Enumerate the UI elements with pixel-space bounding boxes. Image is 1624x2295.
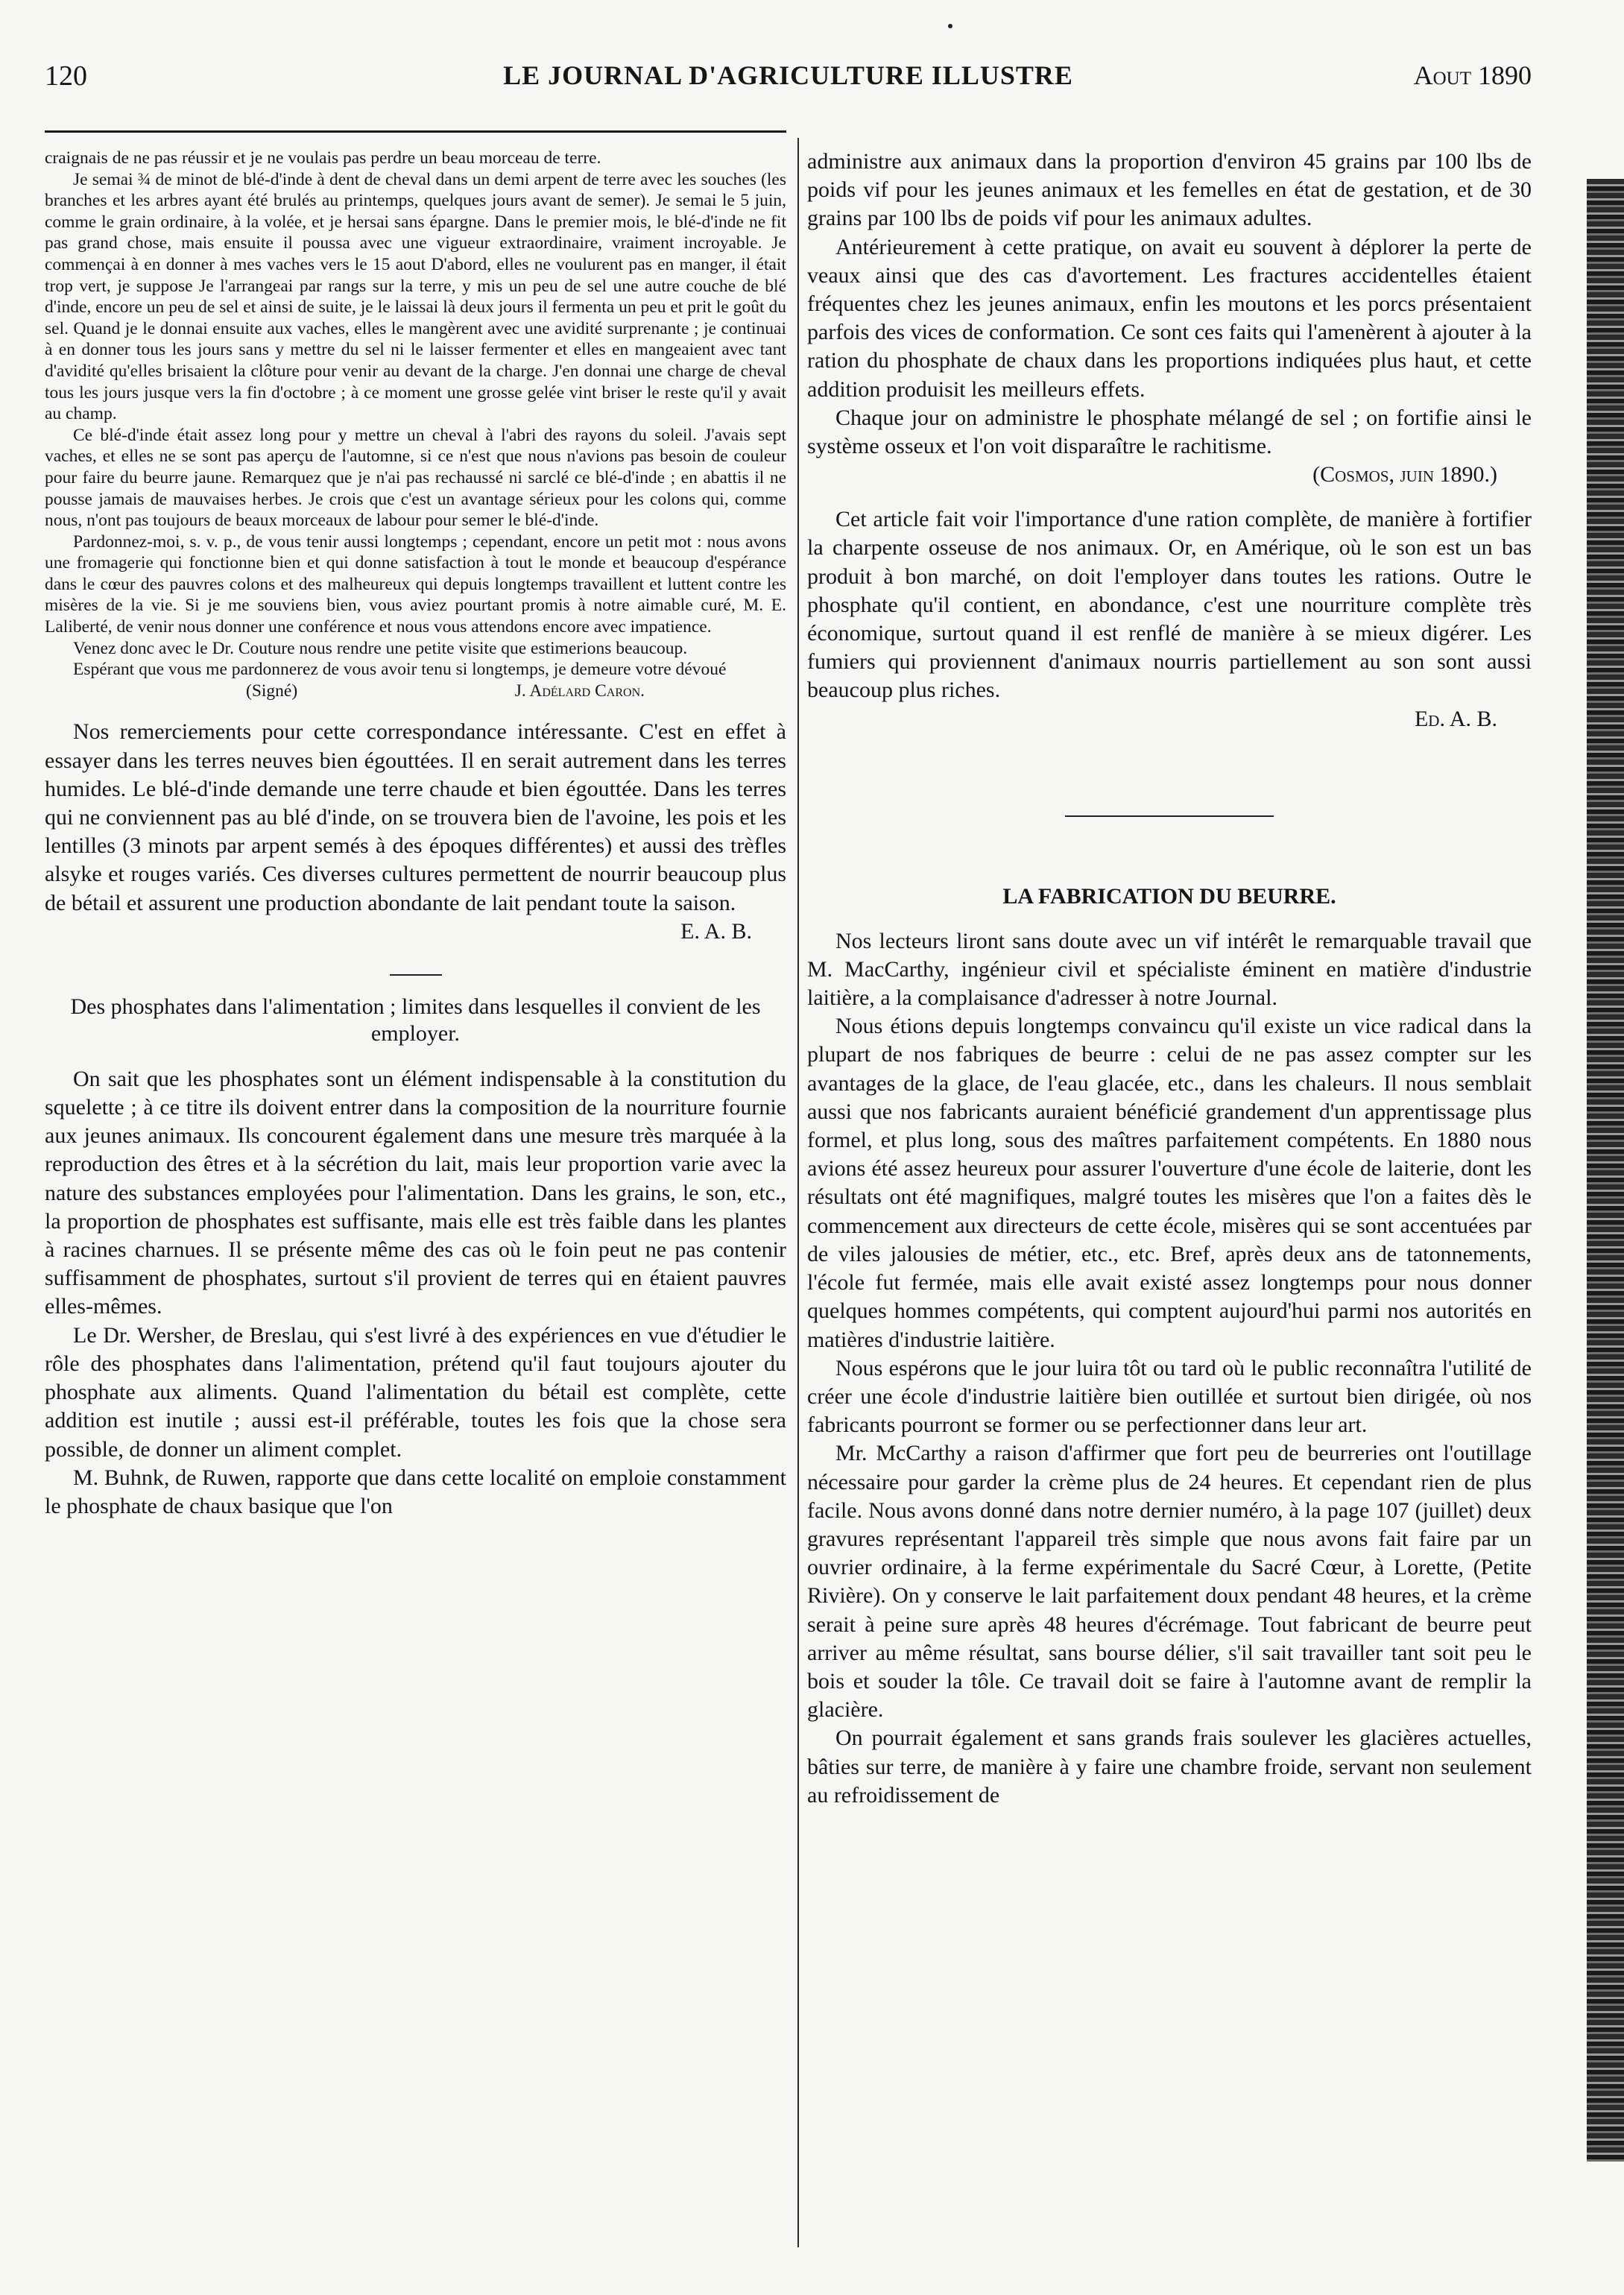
right-column (807, 148, 1532, 2264)
page-header (45, 60, 1532, 104)
letter-paragraph: Ce blé-d'inde était assez long pour y mettre un cheval à l'abri des rayons du soleil. J'avais sept vaches, et elles ne se sont pas aperçu de l'automne, si ce n'est que nous n'avions pas besoin de couleur pour faire du beurre jaune. Remarquez que je n'ai pas rechaussé ni sarclé ce blé-d'inde ; en abattis il ne pousse jamais de mauvaises herbes. Je crois que c'est un avantage sérieux pour les colons qui, comme nous, n'ont pas toujours de beaux morceaux de labour pour semer le blé-d'inde. (45, 425, 786, 531)
butter-paragraph: Mr. McCarthy a raison d'affirmer que fort peu de beurreries ont l'outillage nécessaire pour garder la crème plus de 24 heures. Et cependant rien de plus facile. Nous avons donné dans notre dernier numéro, à la page 107 (juillet) deux gravures représentant l'appareil très simple que nous avons fait faire par un ouvrier ordinaire, à la ferme expérimentale du Sacré Cœur, à Lorette, (Petite Rivière). On y conserve le lait parfaitement doux pendant 48 heures, et la crème serait à peine sure après 48 heures d'écrémage. Tout fabricant de beurre peut arriver au même résultat, sans bourse délier, s'il sait travailler tant soit peu le bois et souder la tôle. Ce travail doit se faire à l'automne avant de remplir la glacière. (807, 1441, 1532, 1723)
column-divider (797, 138, 799, 2247)
letter-paragraph: craignais de ne pas réussir et je ne voulais pas perdre un beau morceau de terre. (45, 148, 601, 168)
page-number: 120 (45, 60, 87, 92)
comment-paragraph: Cet article fait voir l'importance d'une ration complète, de manière à fortifier la charpente osseuse de nos animaux. Or, en Amérique, où le son est un bas produit à bon marché, on doit l'employer dans toutes les rations. Outre le phosphate qu'il contient, en abondance, c'est une nourriture complète très économique, surtout quand il est renflé de manière à se mieux digérer. Les fumiers qui proviennent d'animaux nourris partiellement au son sont aussi beaucoup plus riches. (807, 507, 1532, 703)
phosphate-paragraph: M. Buhnk, de Ruwen, rapporte que dans cette localité on emploie constamment le phosphate de chaux basique que l'on (45, 1465, 786, 1518)
letter-signature (45, 681, 786, 702)
butter-article (807, 927, 1532, 1810)
section-separator (390, 974, 442, 976)
letter-paragraph: Venez donc avec le Dr. Couture nous rendre une petite visite que estimerions beaucoup. (73, 638, 688, 658)
phosphate-paragraph: administre aux animaux dans la proportion d'environ 45 grains par 100 lbs de poids vif pour les jeunes animaux et les femelles en état de gestation, et de 30 grains par 100 lbs de poids vif pour les animaux adultes. (807, 149, 1532, 231)
phosphate-paragraph: Chaque jour on administre le phosphate mélangé de sel ; on fortifie ainsi le système osseux et l'on voit disparaître le rachitisme. (807, 405, 1532, 459)
phosphate-article (45, 1065, 786, 1521)
butter-paragraph: On pourrait également et sans grands frais soulever les glacières actuelles, bâties sur terre, de manière à y faire une chambre froide, servant non seulement au refroidissement de (807, 1726, 1532, 1808)
butter-paragraph: Nos lecteurs liront sans doute avec un vif intérêt le remarquable travail que M. MacCarthy, ingénieur civil et spécialiste éminent en matière d'industrie laitière, a la complaisance d'adresser à notre Journal. (807, 928, 1532, 1011)
signature-label: (Signé) (246, 681, 298, 701)
phosphate-paragraph: On sait que les phosphates sont un élément indispensable à la constitution du squelette ; à ce titre ils doivent entrer dans la composition de la nourriture fournie aux jeunes animaux. Ils concourent également dans une mesure très marquée à la reproduction des êtres et à la sécrétion du lait, mais leur proportion varie avec la nature des substances employées pour l'alimentation. Dans les grains, le son, etc., la proportion de phosphates est suffisante, mais elle est très faible dans les plantes à racines charnues. Il se présente même des cas où le foin peut ne pas contenir suffisamment de phosphates, surtout s'il provient de terres qui en étaient pauvres elles-mêmes. (45, 1066, 786, 1319)
comment-signature: Ed. A. B. (1414, 706, 1497, 731)
phosphate-continued (807, 148, 1532, 489)
issue-date: Aout 1890 (1413, 60, 1532, 90)
letter-text (45, 148, 786, 701)
ink-speck (948, 24, 952, 28)
phosphate-paragraph: Le Dr. Wersher, de Breslau, qui s'est livré à des expériences en vue d'étudier le rôle des phosphates dans l'alimentation, prétend qu'il faut toujours ajouter du phosphate aux aliments. Quand l'alimentation du bétail est complète, cette addition est inutile ; aussi est-il préférable, toutes les fois que la chose sera possible, de donner un aliment complet. (45, 1322, 786, 1462)
reply-paragraph: Nos remerciements pour cette correspondance intéressante. C'est en effet à essayer dans les terres neuves bien égouttées. Il en serait autrement dans les terres humides. Le blé-d'inde demande une terre chaude et bien égouttée. Dans les terres qui ne conviennent pas au blé d'inde, on se trouvera bien de l'avoine, les pois et les lentilles (3 minots par arpent semés à des époques différentes) et aussi des trèfles alsyke et rouges variés. Ces diverses cultures permettent de nourrir beaucoup plus de bétail et assurent une production abondante de lait pendant toute la saison. (45, 719, 786, 915)
editor-reply (45, 718, 786, 945)
header-rule (45, 130, 786, 133)
section-separator (1065, 815, 1274, 817)
letter-paragraph: Je semai ¾ de minot de blé-d'inde à dent de cheval dans un demi arpent de terre avec les souches (les branches et les arbres ayant été brulés au printemps, quelques jours avant de semer). Je semai le 5 juin, comme le grain ordinaire, à la volée, et je hersai sans épargne. Dans le premier mois, le blé-d'inde ne fit pas grand chose, mais ensuite il poussa avec une vigueur extraordinaire, vraiment incroyable. Je commençai à en donner à mes vaches vers le 15 aout D'abord, elles ne voulurent pas en manger, il était trop vert, je suppose Je l'arrangeai par rangs sur la terre, y mis un peu de sel une autre couche de blé d'inde, encore un peu de sel et ainsi de suite, je le laissai là deux jours il fermenta un peu et prit le goût du sel. Quand je le donnai ensuite aux vaches, elles le mangèrent avec une avidité surprenante ; je continuai à en donner tous les jours sans y mettre du sel ni le laisser fermenter et elles en mangeaient avec tant d'avidité qu'elles brisaient la clôture pour venir au devant de la charge. J'en donnai une charge de cheval tous les jours jusque vers la fin d'octobre ; à ce moment une grosse gelée vint briser le reste qu'il y avait au champ. (45, 169, 786, 424)
phosphate-heading: Des phosphates dans l'alimentation ; limites dans lesquelles il convient de les employer. (70, 994, 761, 1046)
scanned-page-edge (1587, 179, 1624, 2162)
butter-paragraph: Nous espérons que le jour luira tôt ou tard où le public reconnaîtra l'utilité de créer une école d'industrie laitière bien outillée et surtout bien dirigée, où nos fabricants pourront se former ou se perfectionner dans leur art. (807, 1355, 1532, 1438)
butter-heading: LA FABRICATION DU BEURRE. (1002, 883, 1336, 909)
left-column (45, 148, 786, 2264)
editor-comment (807, 505, 1532, 733)
letter-paragraph: Espérant que vous me pardonnerez de vous avoir tenu si longtemps, je demeure votre dévoué (73, 660, 727, 680)
phosphate-paragraph: Antérieurement à cette pratique, on avait eu souvent à déplorer la perte de veaux ainsi que des cas d'avortement. Les fractures accidentelles étaient fréquentes chez les jeunes animaux, enfin les moutons et les porcs présentaient parfois des vices de conformation. Ce sont ces faits qui l'amenèrent à ajouter à la ration du phosphate de chaux dans les proportions indiquées plus haut, et cette addition produisit les meilleurs effets. (807, 234, 1532, 402)
article-source: (Cosmos, juin 1890.) (1312, 462, 1497, 487)
letter-paragraph: Pardonnez-moi, s. v. p., de vous tenir aussi longtemps ; cependant, encore un petit mot : nous avons une fromagerie qui fonctionne bien et qui donne satisfaction à tout le monde et beaucoup d'espérance dans le cœur des pauvres colons et des malheureux qui depuis longtemps travaillent et luttent contre les misères de la vie. Si je me souviens bien, vous aviez pourtant promis à notre aimable curé, M. E. Laliberté, de venir nous donner une conférence et nous vous attendons encore avec impatience. (45, 531, 786, 637)
butter-paragraph: Nous étions depuis longtemps convaincu qu'il existe un vice radical dans la plupart de nos fabriques de beurre : celui de ne pas assez compter sur les avantages de la glace, de l'eau glacée, etc., dans les chaleurs. Il nous semblait aussi que nos fabricants auraient bénéficié grandement d'un apprentissage plus formel, et plus long, sous des maîtres parfaitement compétents. En 1880 nous avions été assez heureux pour assurer l'ouverture d'une école de laiterie, dont les résultats ont été magnifiques, malgré toutes les misères que l'on a faites dès le commencement aux directeurs de cette école, misères qui se sont accentuées par de viles jalousies de métier, etc., etc. Bref, après deux ans de tatonnements, l'école fut fermée, mais elle avait existé assez longtemps pour nous donner quelques hommes compétents, qui comptent aujourd'hui parmi nos autorités en matières d'industrie laitière. (807, 1014, 1532, 1352)
signature-name: J. Adélard Caron. (514, 681, 645, 701)
reply-signature: E. A. B. (680, 918, 752, 944)
journal-title: LE JOURNAL D'AGRICULTURE ILLUSTRE (503, 60, 1073, 90)
